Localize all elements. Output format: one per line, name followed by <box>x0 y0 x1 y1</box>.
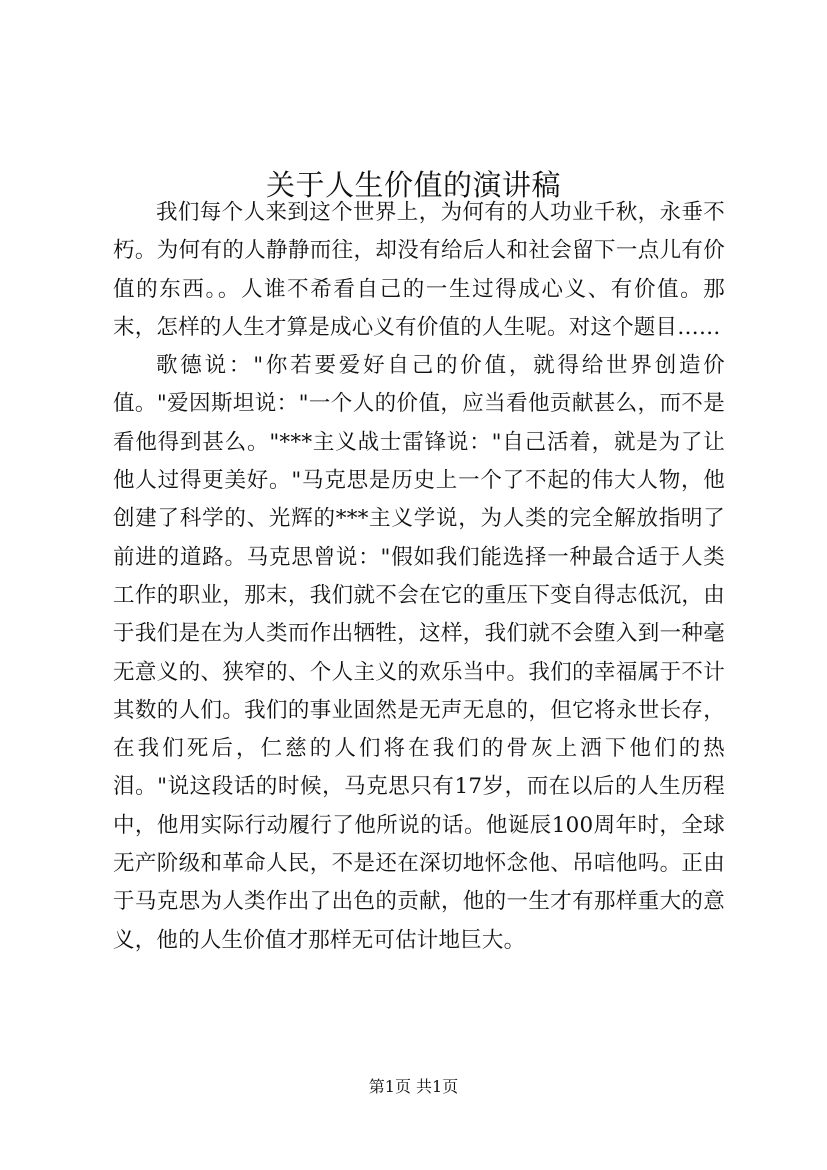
document-body <box>113 194 725 960</box>
page-number-footer: 第1页 共1页 <box>368 1077 459 1096</box>
paragraph-intro: 我们每个人来到这个世界上，为何有的人功业千秋，永垂不朽。为何有的人静静而往，却没有给后人和社会留下一点儿有价值的东西。。人谁不希看自己的一生过得成心义、有价值。那末，怎样的人生才算是成心义有价值的人生呢。对这个题目…… <box>113 200 725 340</box>
paragraph-quotes: 歌德说："你若要爱好自己的价值，就得给世界创造价值。"爱因斯坦说："一个人的价值，应当看他贡献甚么，而不是看他得到甚么。"***主义战士雷锋说："自己活着，就是为了让他人过得更美好。"马克思是历史上一个了不起的伟大人物，他创建了科学的、光辉的***主义学说，为人类的完全解放指明了前进的道路。马克思曾说："假如我们能选择一种最合适于人类工作的职业，那末，我们就不会在它的重压下变自得志低沉，由于我们是在为人类而作出牺牲，这样，我们就不会堕入到一种毫无意义的、狭窄的、个人主义的欢乐当中。我们的幸福属于不计其数的人们。我们的事业固然是无声无息的，但它将永世长存，在我们死后，仁慈的人们将在我们的骨灰上洒下他们的热泪。"说这段话的时候，马克思只有17岁，而在以后的人生历程中，他用实际行动履行了他所说的话。他诞辰100周年时，全球无产阶级和革命人民，不是还在深切地怀念他、吊唁他吗。正由于马克思为人类作出了出色的贡献，他的一生才有那样重大的意义，他的人生价值才那样无可估计地巨大。 <box>113 353 725 953</box>
page-title: 关于人生价值的演讲稿 <box>265 168 561 203</box>
